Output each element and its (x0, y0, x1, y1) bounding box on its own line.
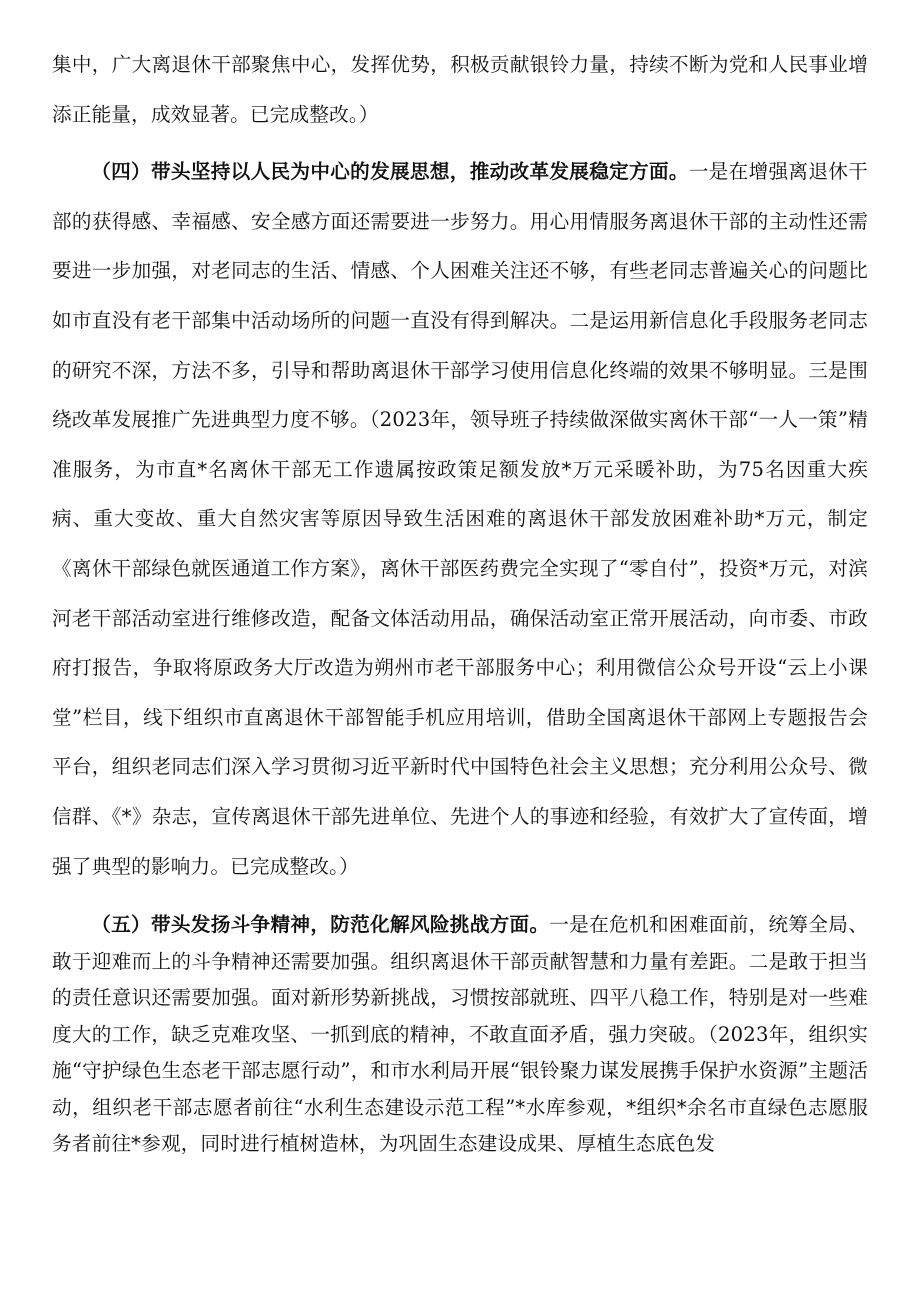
paragraph-section-four (52, 147, 868, 891)
paragraph-section-five (52, 907, 868, 1163)
section-heading-five: （五）带头发扬斗争精神，防范化解风险挑战方面。 (91, 913, 550, 937)
paragraph-text: 集中，广大离退休干部聚焦中心，发挥优势，积极贡献银铃力量，持续不断为党和人民事业增添正能量，成效显著。已完成整改。） (52, 53, 868, 126)
paragraph-text: 一是在危机和困难面前，统筹全局、敢于迎难而上的斗争精神还需要加强。组织离退休干部贡献智慧和力量有差距。二是敢于担当的责任意识还需要加强。面对新形势新挑战，习惯按部就班、四平八稳工作，特别是对一些难度大的工作，缺乏克难攻坚、一抓到底的精神，不敢直面矛盾，强力突破。（2023年，组织实施“守护绿色生态老干部志愿行动”，和市水利局开展“银铃聚力谋发展携手保护水资源”主题活动，组织老干部志愿者前往“水利生态建设示范工程”*水库参观，*组织*余名市直绿色志愿服务者前往*参观，同时进行植树造林，为巩固生态建设成果、厚植生态底色发 (52, 913, 868, 1156)
paragraph-continuation (52, 40, 868, 139)
section-heading-four: （四）带头坚持以人民为中心的发展思想，推动改革发展稳定方面。 (91, 160, 689, 184)
paragraph-text: 一是在增强离退休干部的获得感、幸福感、安全感方面还需要进一步努力。用心用情服务离退休干部的主动性还需要进一步加强，对老同志的生活、情感、个人困难关注还不够，有些老同志普遍关心的问题比如市直没有老干部集中活动场所的问题一直没有得到解决。二是运用新信息化手段服务老同志的研究不深，方法不多，引导和帮助离退休干部学习使用信息化终端的效果不够明显。三是围绕改革发展推广先进典型力度不够。（2023年，领导班子持续做深做实离休干部“一人一策”精准服务，为市直*名离休干部无工作遗属按政策足额发放*万元采暖补助，为75名因重大疾病、重大变故、重大自然灾害等原因导致生活困难的离退休干部发放困难补助*万元，制定《离休干部绿色就医通道工作方案》，离休干部医药费完全实现了“零自付”，投资*万元，对滨河老干部活动室进行维修改造，配备文体活动用品，确保活动室正常开展活动，向市委、市政府打报告，争取将原政务大厅改造为朔州市老干部服务中心；利用微信公众号开设“云上小课堂”栏目，线下组织市直离退休干部智能手机应用培训，借助全国离退休干部网上专题报告会平台，组织老同志们深入学习贯彻习近平新时代中国特色社会主义思想；充分利用公众号、微信群、《*》杂志，宣传离退休干部先进单位、先进个人的事迹和经验，有效扩大了宣传面，增强了典型的影响力。已完成整改。） (52, 160, 868, 878)
